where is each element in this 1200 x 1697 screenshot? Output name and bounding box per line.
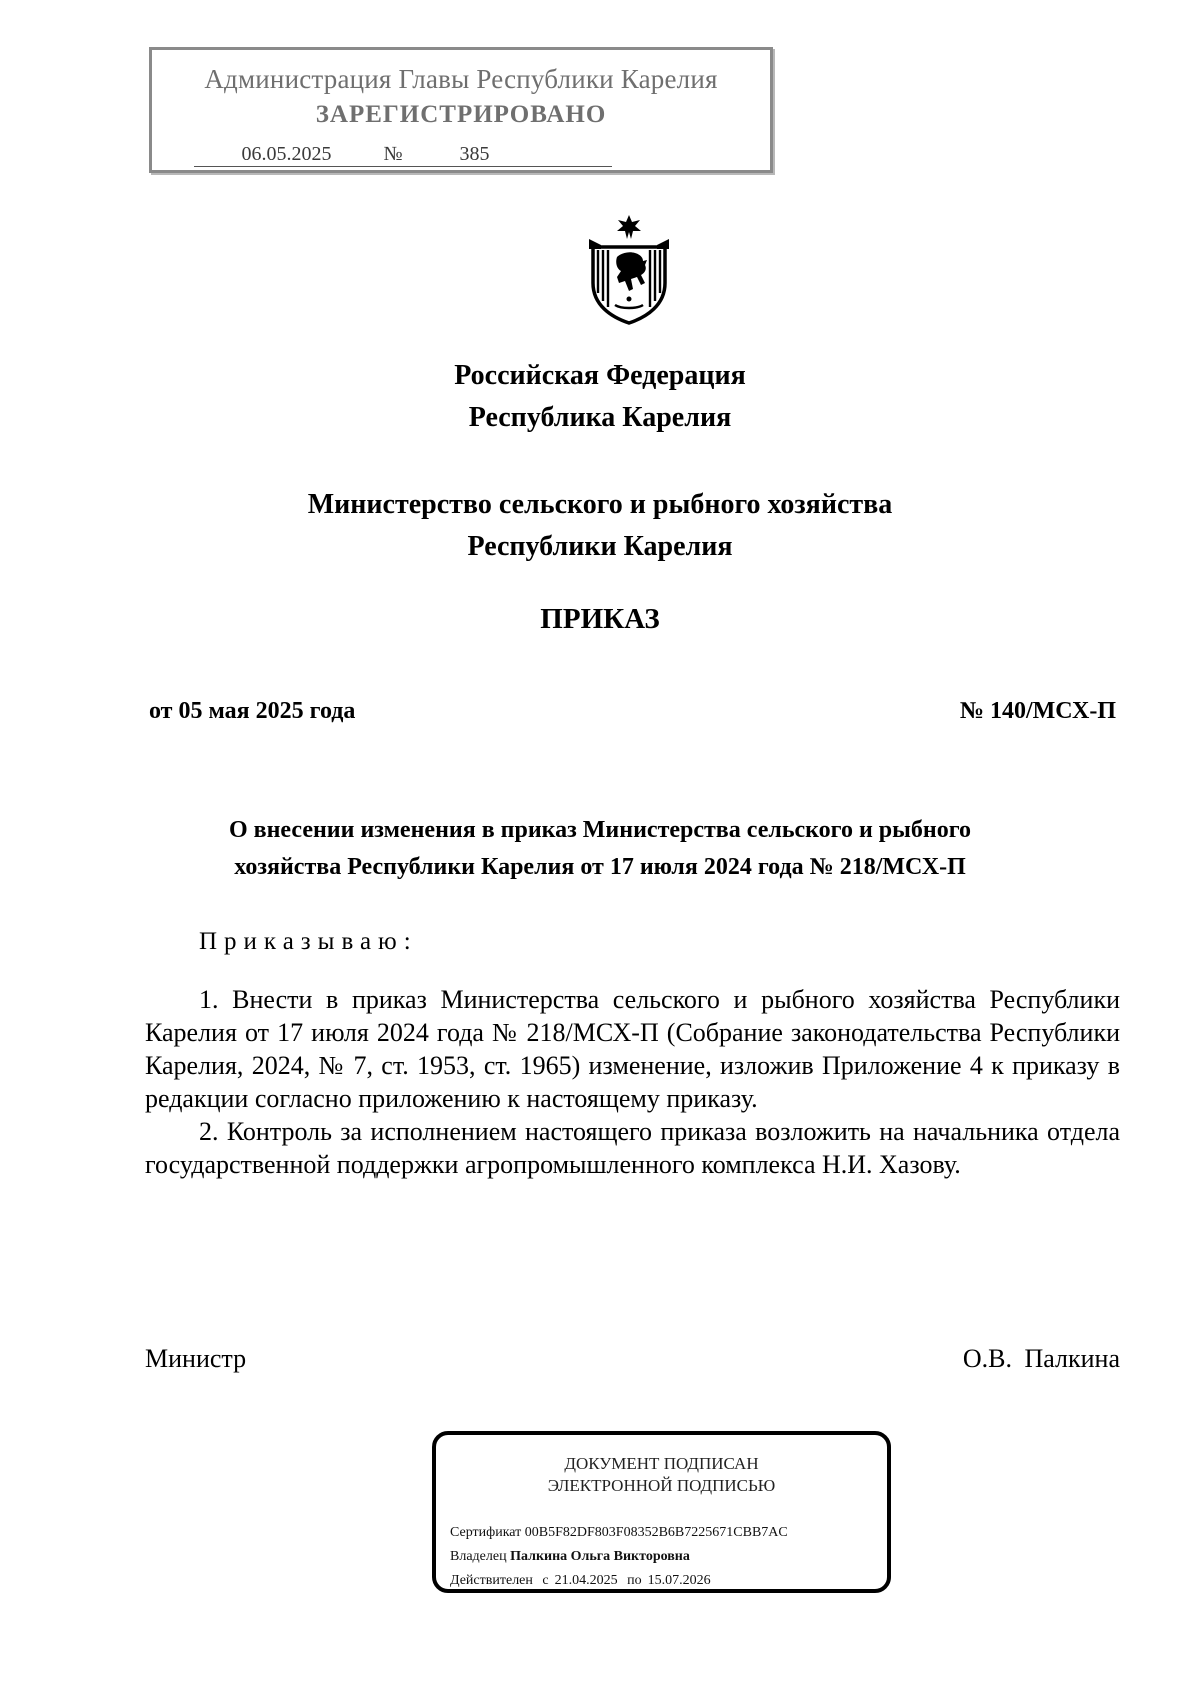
ministry-name-line2: Республики Карелия <box>467 531 733 562</box>
order-number: № 140/МСХ-П <box>959 698 1116 724</box>
esign-certificate-label: Сертификат <box>450 1525 522 1540</box>
esign-valid-to-label: по <box>627 1573 642 1588</box>
signatory-name: О.В. Палкина <box>962 1344 1120 1373</box>
karelia-coat-of-arms-icon <box>583 213 675 325</box>
esign-certificate-value: 00B5F82DF803F08352B6B7225671CBB7AC <box>524 1525 788 1540</box>
esign-validity <box>450 1573 711 1589</box>
registration-authority: Администрация Главы Республики Карелия <box>204 64 718 94</box>
electronic-signature-stamp <box>432 1431 891 1593</box>
esign-owner-label: Владелец <box>450 1549 507 1564</box>
esign-valid-to: 15.07.2026 <box>647 1573 711 1588</box>
order-item-2: 2. Контроль за исполнением настоящего приказа возложить на начальника отдела государственной поддержки агропромышленного комплекса Н.И. Хазову. <box>145 1117 1120 1179</box>
order-subject-line2: хозяйства Республики Карелия от 17 июля 2024 года № 218/МСХ-П <box>234 854 966 880</box>
republic-name: Республика Карелия <box>468 402 732 433</box>
esign-validity-label: Действителен <box>450 1573 533 1588</box>
order-subject <box>140 812 1060 886</box>
registration-stamp <box>149 47 773 173</box>
esign-valid-from-label: с <box>542 1573 549 1588</box>
esign-owner-value: Палкина Ольга Викторовна <box>510 1549 690 1564</box>
document-title: ПРИКАЗ <box>540 603 660 635</box>
signatory-role: Министр <box>145 1344 247 1373</box>
registration-number: 385 <box>407 142 612 167</box>
country-name: Российская Федерация <box>454 360 746 391</box>
country-header <box>0 355 1200 439</box>
registration-status: ЗАРЕГИСТРИРОВАНО <box>315 101 607 128</box>
registration-date: 06.05.2025 <box>194 142 379 167</box>
esign-valid-from: 21.04.2025 <box>554 1573 618 1588</box>
order-date: от 05 мая 2025 года <box>149 698 356 724</box>
esign-certificate <box>450 1525 788 1541</box>
order-item-1: 1. Внести в приказ Министерства сельского и рыбного хозяйства Республики Карелия от 17 июля 2024 года № 218/МСХ-П (Собрание законодательства Республики Карелия, 2024, № 7, ст. 1953, ст. 1965) изменение, изложив Приложение 4 к приказу в редакции согласно приложению к настоящему приказу. <box>145 985 1120 1113</box>
esign-owner <box>450 1549 690 1565</box>
ministry-header <box>0 484 1200 568</box>
order-directive: Приказываю: <box>199 928 418 955</box>
registration-number-sign: № <box>379 142 407 167</box>
ministry-name-line1: Министерство сельского и рыбного хозяйства <box>307 489 893 520</box>
esign-heading <box>436 1453 887 1497</box>
esign-heading-line1: ДОКУМЕНТ ПОДПИСАН <box>564 1454 759 1473</box>
order-subject-line1: О внесении изменения в приказ Министерства сельского и рыбного <box>228 817 972 843</box>
registration-details <box>194 142 750 170</box>
order-body <box>145 983 1120 1181</box>
esign-heading-line2: ЭЛЕКТРОННОЙ ПОДПИСЬЮ <box>547 1476 776 1495</box>
